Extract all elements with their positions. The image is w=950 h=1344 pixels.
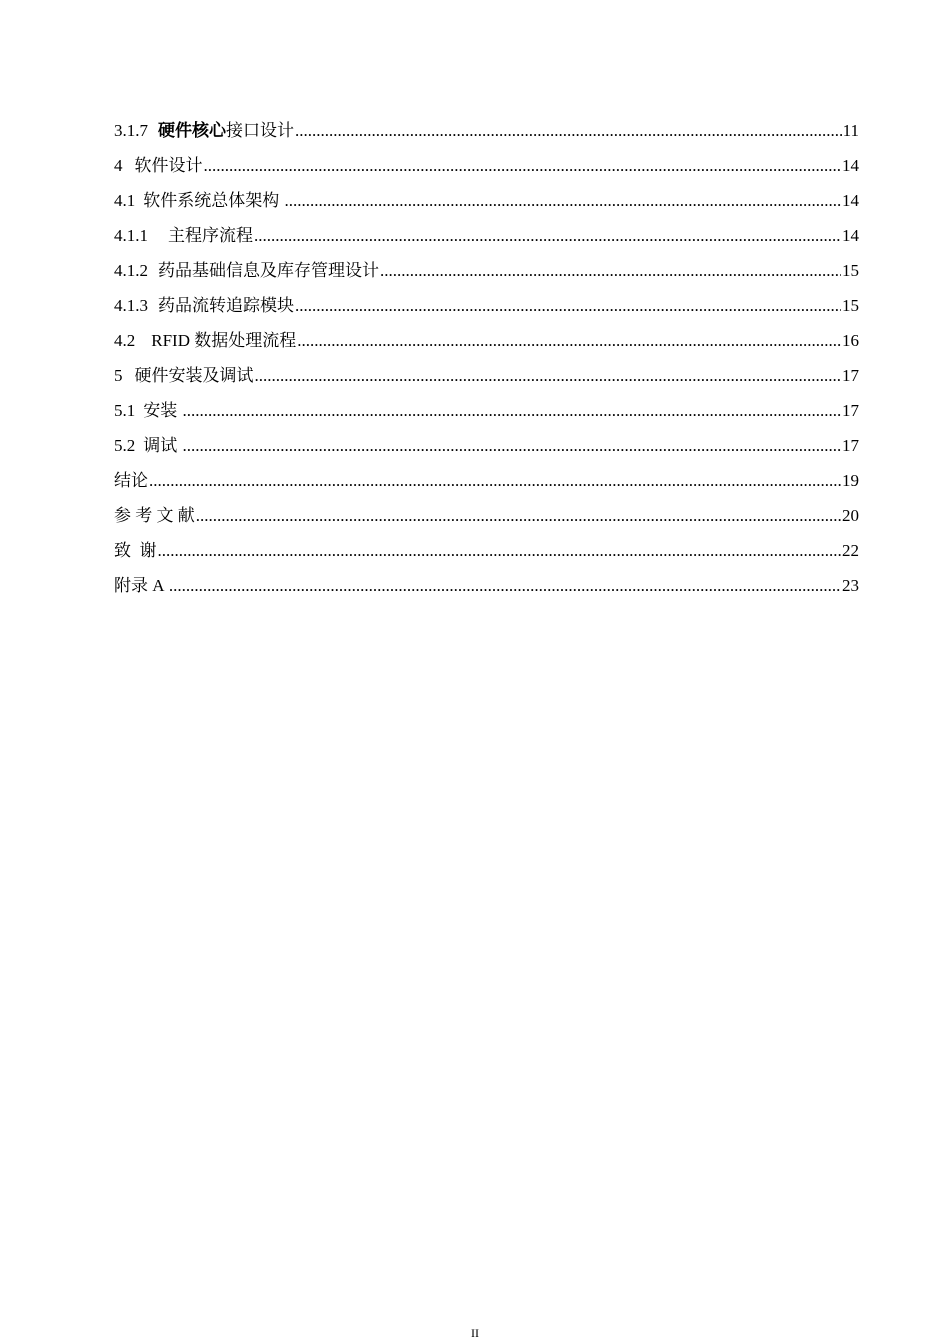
toc-entry-title [135,364,254,388]
toc-entry[interactable] [114,434,859,469]
toc-entry-title-text: 结论 [114,471,148,490]
toc-entry[interactable] [114,154,859,189]
toc-entry-title-text: 主程序流程 [168,226,253,245]
toc-dot-leader [183,434,842,458]
toc-entry[interactable] [114,504,859,539]
toc-dot-leader [149,469,841,493]
toc-entry-page-number: 22 [842,541,859,560]
toc-entry-title [158,119,294,143]
toc-entry-page-number: 17 [842,436,859,455]
toc-entry-number: 4.1.3 [114,296,148,315]
toc-entry-number: 4 [114,156,123,175]
toc-entry-number: 5.1 [114,401,136,420]
toc-entry-number: 3.1.7 [114,121,148,140]
toc-entry-page-number: 19 [842,471,859,490]
toc-dot-leader [169,574,841,598]
toc-entry-title [143,189,283,213]
toc-dot-leader [183,399,842,423]
toc-entry-title-text: 致 谢 [114,541,157,560]
toc-entry-title [158,259,379,283]
toc-entry[interactable] [114,469,859,504]
toc-entry[interactable] [114,259,859,294]
toc-entry-page-number: 15 [842,296,859,315]
toc-dot-leader [204,154,842,178]
toc-entry-number: 4.1.1 [114,226,148,245]
toc-entry-page-number: 23 [842,576,859,595]
toc-entry-title [114,539,157,563]
toc-entry-page-number: 15 [842,261,859,280]
toc-dot-leader [158,539,842,563]
toc-entry-title-text: 硬件安装及调试 [134,366,254,385]
toc-entry-title-text: RFID 数据处理流程 [151,331,297,350]
toc-entry-title-text: 安装 [143,401,182,420]
toc-entry-title-text: 调试 [143,436,182,455]
toc-dot-leader [380,259,841,283]
toc-entry[interactable] [114,574,859,609]
page-number: II [471,1326,479,1340]
toc-dot-leader [255,364,842,388]
toc-entry[interactable] [114,399,859,434]
toc-entry-title-text: 附录 A [114,576,168,595]
toc-entry[interactable] [114,539,859,574]
toc-entry-title [168,224,253,248]
toc-entry-title-text: 软件设计 [134,156,203,175]
toc-dot-leader [295,294,841,318]
toc-entry-number: 4.2 [114,331,136,350]
toc-entry-page-number: 14 [842,156,859,175]
page-footer [0,1326,950,1340]
toc-entry-title [114,574,168,598]
toc-entry-number: 5.2 [114,436,136,455]
toc-dot-leader [295,119,842,143]
table-of-contents [114,119,859,609]
toc-entry-number: 4.1 [114,191,136,210]
toc-entry-page-number: 14 [842,191,859,210]
toc-entry-title [143,399,181,423]
toc-entry[interactable] [114,189,859,224]
toc-entry-title-text: 接口设计 [226,121,294,140]
toc-entry-title-text: 软件系统总体架构 [143,191,284,210]
toc-dot-leader [297,329,841,353]
toc-entry-page-number: 11 [842,121,859,140]
toc-entry-page-number: 17 [842,366,859,385]
toc-entry[interactable] [114,329,859,364]
toc-entry-title-bold: 硬件核心 [158,121,226,140]
toc-entry-page-number: 16 [842,331,859,350]
toc-entry[interactable] [114,119,859,154]
toc-entry[interactable] [114,224,859,259]
toc-entry-title [143,434,181,458]
toc-entry-page-number: 20 [842,506,859,525]
toc-entry-title-text: 药品基础信息及库存管理设计 [158,261,379,280]
toc-entry[interactable] [114,294,859,329]
toc-entry-title [158,294,294,318]
toc-entry-page-number: 14 [842,226,859,245]
toc-dot-leader [196,504,841,528]
toc-entry-title [151,329,296,353]
toc-entry-number: 5 [114,366,123,385]
toc-entry-title-text: 药品流转追踪模块 [158,296,294,315]
toc-dot-leader [285,189,842,213]
toc-entry-title [135,154,203,178]
toc-entry-title-text: 参 考 文 献 [114,506,195,525]
toc-entry-page-number: 17 [842,401,859,420]
toc-dot-leader [254,224,841,248]
toc-entry-title [114,469,148,493]
toc-entry[interactable] [114,364,859,399]
toc-entry-number: 4.1.2 [114,261,148,280]
toc-entry-title [114,504,195,528]
